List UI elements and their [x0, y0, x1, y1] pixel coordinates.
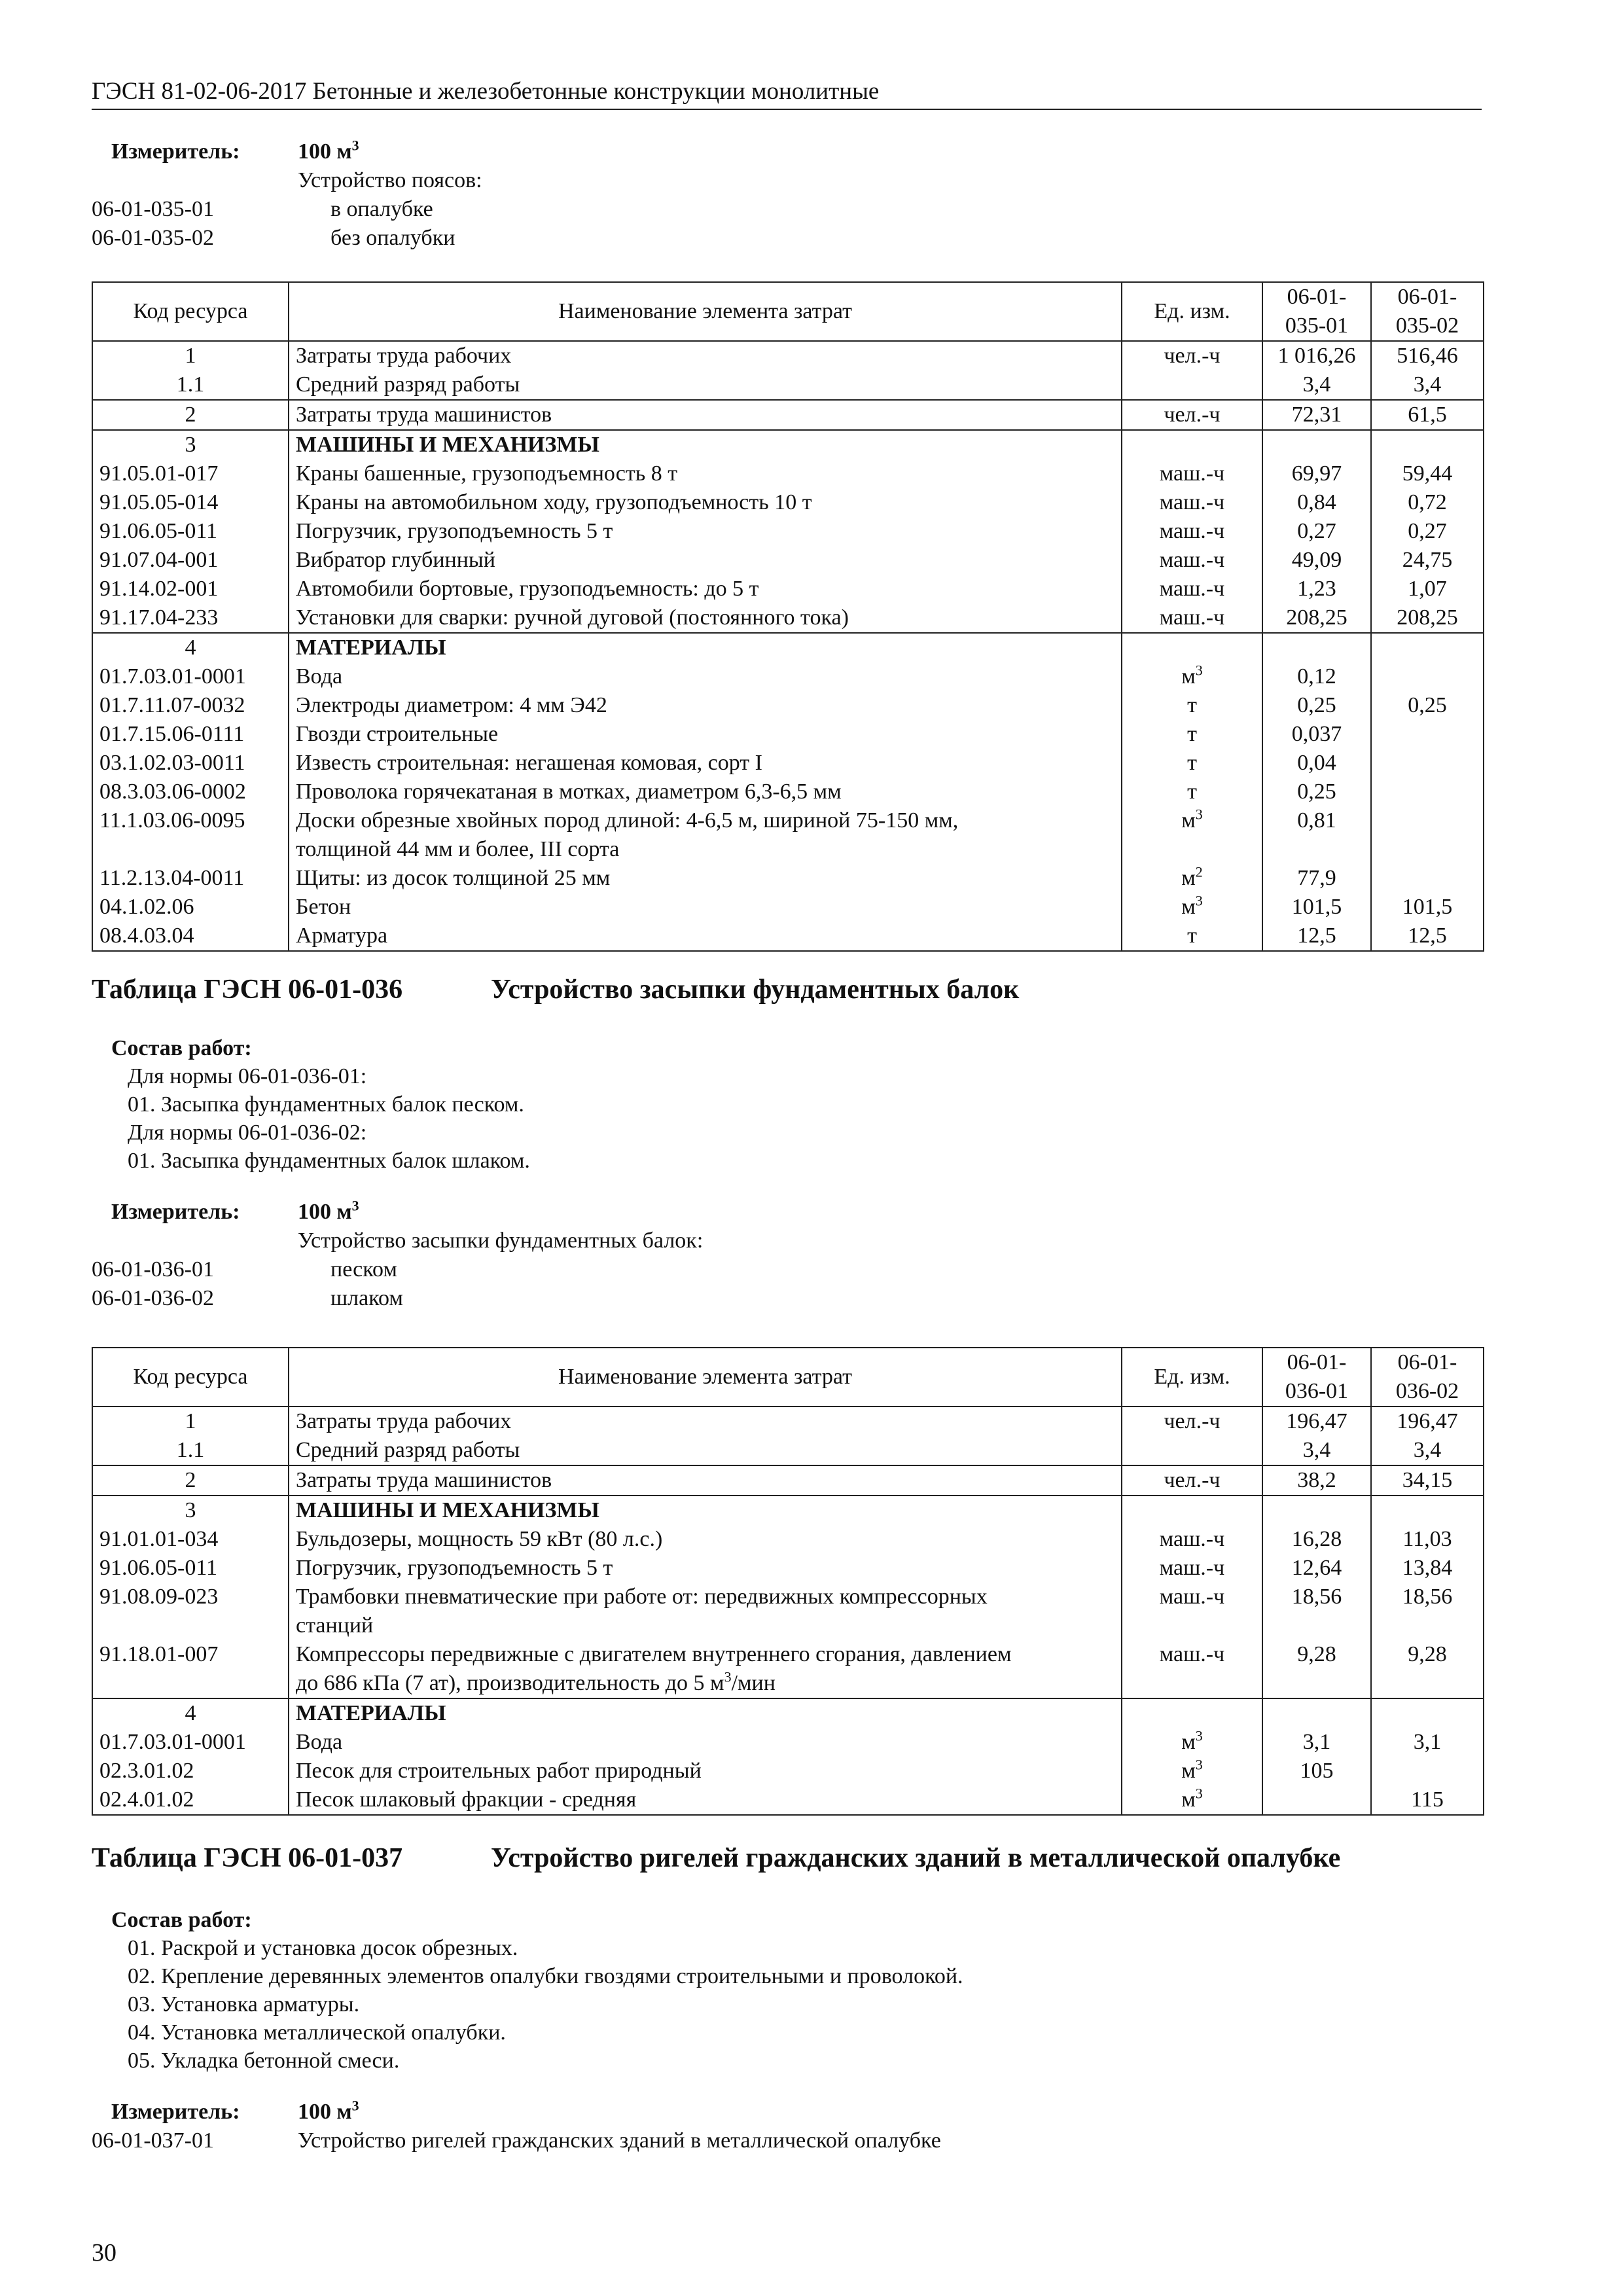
- sostav-line: 01. Засыпка фундаментных балок шлаком.: [128, 1149, 530, 1173]
- table-row: 91.18.01-007 Компрессоры передвижные с двигателем внутреннего сгорания, давлением до 686 кПа (7 ат), производительность до 5 $м^3$/мин маш.-ч 9,28 9,28: [92, 1640, 1484, 1698]
- table-row: 1.1 Средний разряд работы 3,4 3,4: [92, 1436, 1484, 1465]
- table-row: 01.7.15.06-0111 Гвозди строительные т 0,037: [92, 720, 1484, 749]
- table-row: 01.7.03.01-0001 Вода $м^3$ 3,1 3,1: [92, 1728, 1484, 1757]
- table-row: 11.2.13.04-0011 Щиты: из досок толщиной 25 мм $м^2$ 77,9: [92, 864, 1484, 893]
- table-row: 01.7.03.01-0001 Вода $м^3$ 0,12: [92, 662, 1484, 691]
- sostav-label: Состав работ:: [111, 1908, 252, 1932]
- norm-name: Устройство ригелей гражданских зданий в металлической опалубке: [298, 2128, 941, 2153]
- table-title-036: [92, 974, 1020, 1005]
- sostav-line: 03. Установка арматуры.: [128, 1992, 360, 2017]
- table-row: 04.1.02.06 Бетон $м^3$ 101,5 101,5: [92, 893, 1484, 922]
- table-row: 91.05.01-017 Краны башенные, грузоподъемность 8 т маш.-ч 69,97 59,44: [92, 459, 1484, 488]
- table-header-row: [92, 1348, 1484, 1407]
- sostav-line: Для нормы 06-01-036-02:: [128, 1121, 367, 1145]
- norm-code: 06-01-036-02: [92, 1286, 214, 1310]
- table-row: 03.1.02.03-0011 Известь строительная: негашеная комовая, сорт I т 0,04: [92, 749, 1484, 778]
- measure-label: Измеритель:: [111, 2100, 240, 2124]
- norm-code: 06-01-037-01: [92, 2128, 214, 2153]
- col-header-norm-1: 06-01- 036-01: [1262, 1348, 1371, 1407]
- measure-unit: 100 $м^3$: [298, 2097, 359, 2124]
- norm-code: 06-01-035-02: [92, 226, 214, 250]
- sostav-line: 01. Раскрой и установка досок обрезных.: [128, 1936, 518, 1960]
- table-row: 11.1.03.06-0095 Доски обрезные хвойных пород длиной: 4-6,5 м, шириной 75-150 мм, толщиной 44 мм и более, III сорта $м^3$ 0,81: [92, 806, 1484, 864]
- norm-code: 06-01-035-01: [92, 197, 214, 221]
- norm-name: без опалубки: [330, 226, 455, 250]
- measure-block-035: [92, 137, 1482, 253]
- table-row: 02.3.01.02 Песок для строительных работ природный $м^3$ 105: [92, 1757, 1484, 1785]
- sostav-label: Состав работ:: [111, 1036, 252, 1060]
- measure-heading: Устройство поясов:: [298, 168, 482, 192]
- col-header-name: Наименование элемента затрат: [289, 1348, 1122, 1407]
- table-row: 91.17.04-233 Установки для сварки: ручной дуговой (постоянного тока) маш.-ч 208,25 208,25: [92, 603, 1484, 633]
- table-row: 1 Затраты труда рабочих чел.-ч 1 016,26 516,46: [92, 341, 1484, 370]
- table-row: 91.07.04-001 Вибратор глубинный маш.-ч 49,09 24,75: [92, 546, 1484, 575]
- section-row-materials: 4 МАТЕРИАЛЫ: [92, 1698, 1484, 1728]
- page-number: 30: [92, 2239, 116, 2267]
- table-row: 02.4.01.02 Песок шлаковый фракции - средняя $м^3$ 115: [92, 1785, 1484, 1815]
- header-rule: [92, 109, 1482, 110]
- running-header: ГЭСН 81-02-06-2017 Бетонные и железобетонные конструкции монолитные: [92, 78, 880, 105]
- col-header-unit: Ед. изм.: [1122, 1348, 1262, 1407]
- table-row: 91.08.09-023 Трамбовки пневматические при работе от: передвижных компрессорных станций маш.-ч 18,56 18,56: [92, 1583, 1484, 1640]
- table-row: 91.14.02-001 Автомобили бортовые, грузоподъемность: до 5 т маш.-ч 1,23 1,07: [92, 575, 1484, 603]
- col-header-unit: Ед. изм.: [1122, 282, 1262, 341]
- measure-block-037: [92, 2098, 1482, 2155]
- table-row: 08.4.03.04 Арматура т 12,5 12,5: [92, 922, 1484, 951]
- resource-table-036: [92, 1347, 1484, 1816]
- section-row-materials: 4 МАТЕРИАЛЫ: [92, 633, 1484, 662]
- table-title-code: Таблица ГЭСН 06-01-037: [92, 1843, 403, 1873]
- work-composition-037: [92, 1906, 1482, 2075]
- table-row: 2 Затраты труда машинистов чел.-ч 72,31 61,5: [92, 400, 1484, 430]
- table-row: 08.3.03.06-0002 Проволока горячекатаная в мотках, диаметром 6,3-6,5 мм т 0,25: [92, 778, 1484, 806]
- table-row: 91.01.01-034 Бульдозеры, мощность 59 кВт (80 л.с.) маш.-ч 16,28 11,03: [92, 1525, 1484, 1554]
- table-row: 91.05.05-014 Краны на автомобильном ходу, грузоподъемность 10 т маш.-ч 0,84 0,72: [92, 488, 1484, 517]
- measure-heading: Устройство засыпки фундаментных балок:: [298, 1229, 704, 1253]
- table-row: 91.06.05-011 Погрузчик, грузоподъемность 5 т маш.-ч 0,27 0,27: [92, 517, 1484, 546]
- table-row: 1 Затраты труда рабочих чел.-ч 196,47 196,47: [92, 1407, 1484, 1436]
- table-title-name: Устройство ригелей гражданских зданий в металлической опалубке: [491, 1843, 1341, 1873]
- work-composition-036: [92, 1034, 1482, 1175]
- col-header-code: Код ресурса: [92, 1348, 289, 1407]
- table-row: 91.06.05-011 Погрузчик, грузоподъемность 5 т маш.-ч 12,64 13,84: [92, 1554, 1484, 1583]
- table-row: 01.7.11.07-0032 Электроды диаметром: 4 мм Э42 т 0,25 0,25: [92, 691, 1484, 720]
- measure-label: Измеритель:: [111, 1200, 240, 1224]
- table-row: 1.1 Средний разряд работы 3,4 3,4: [92, 370, 1484, 400]
- measure-label: Измеритель:: [111, 139, 240, 164]
- col-header-name: Наименование элемента затрат: [289, 282, 1122, 341]
- resource-table-035: [92, 281, 1484, 952]
- sostav-line: 05. Укладка бетонной смеси.: [128, 2049, 400, 2073]
- table-row: 2 Затраты труда машинистов чел.-ч 38,2 34,15: [92, 1465, 1484, 1496]
- norm-code: 06-01-036-01: [92, 1257, 214, 1282]
- table-title-name: Устройство засыпки фундаментных балок: [491, 975, 1020, 1005]
- measure-block-036: [92, 1198, 1482, 1313]
- col-header-norm-1: 06-01- 035-01: [1262, 282, 1371, 341]
- sostav-line: 04. Установка металлической опалубки.: [128, 2020, 506, 2045]
- sostav-line: 02. Крепление деревянных элементов опалубки гвоздями строительными и проволокой.: [128, 1964, 963, 1988]
- measure-unit: 100 $м^3$: [298, 1197, 359, 1224]
- table-title-code: Таблица ГЭСН 06-01-036: [92, 975, 403, 1005]
- section-row-machines: 3 МАШИНЫ И МЕХАНИЗМЫ: [92, 1496, 1484, 1525]
- norm-name: песком: [330, 1257, 397, 1282]
- table-header-row: [92, 282, 1484, 341]
- col-header-norm-2: 06-01- 036-02: [1371, 1348, 1484, 1407]
- section-row-machines: 3 МАШИНЫ И МЕХАНИЗМЫ: [92, 430, 1484, 459]
- col-header-norm-2: 06-01- 035-02: [1371, 282, 1484, 341]
- col-header-code: Код ресурса: [92, 282, 289, 341]
- norm-name: в опалубке: [330, 197, 433, 221]
- sostav-line: 01. Засыпка фундаментных балок песком.: [128, 1092, 524, 1117]
- norm-name: шлаком: [330, 1286, 403, 1310]
- sostav-line: Для нормы 06-01-036-01:: [128, 1064, 367, 1088]
- measure-unit: 100 $м^3$: [298, 137, 359, 164]
- table-title-037: [92, 1842, 1341, 1874]
